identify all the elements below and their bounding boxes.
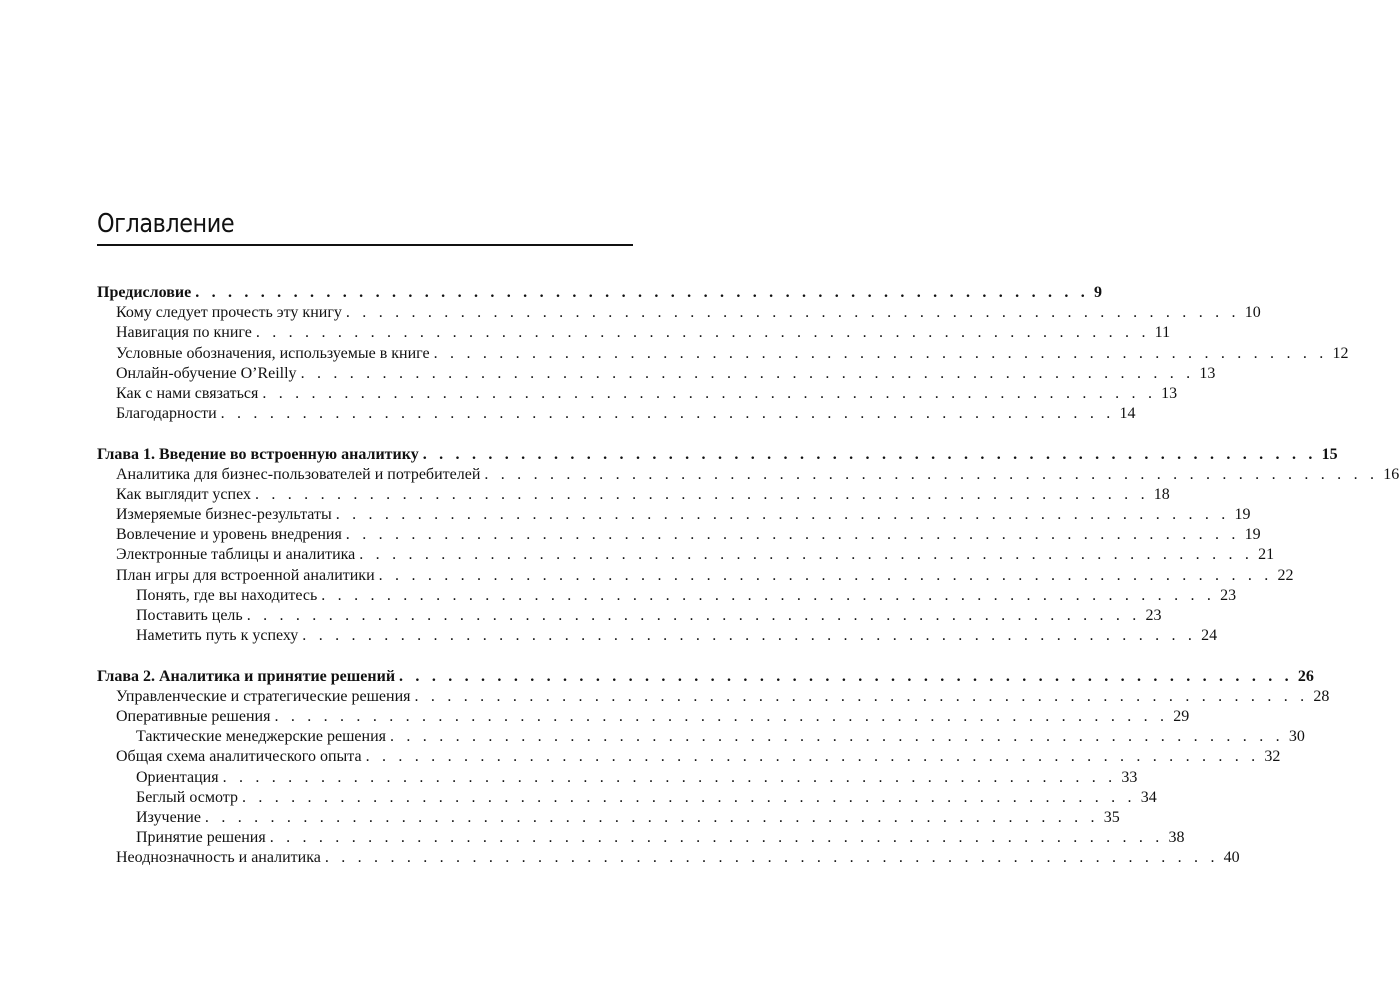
toc-page-number: 29	[1173, 707, 1190, 725]
toc-entry[interactable]	[97, 768, 1138, 788]
toc-page-number: 22	[1277, 566, 1294, 584]
toc-entry[interactable]	[97, 848, 1240, 868]
toc-page-number: 11	[1154, 324, 1171, 342]
toc-page-number: 23	[1220, 586, 1237, 604]
toc-entry-title: Аналитика для бизнес-пользователей и потребителей	[116, 465, 481, 483]
toc-page-number: 35	[1103, 808, 1120, 826]
toc-page-number: 28	[1313, 687, 1330, 705]
dot-leader: . . . . . . . . . . . . . . . . . . . . . . . . . . . . . . . . . . . . . . . . . . . . . . . . . . . . . . .	[378, 566, 1273, 584]
toc-page-number: 19	[1234, 506, 1251, 524]
toc-page-number: 30	[1288, 728, 1305, 746]
toc-entry-title: Изучение	[136, 808, 201, 826]
toc-page-number: 16	[1383, 465, 1399, 483]
toc-section	[97, 283, 1349, 424]
toc-page-number: 21	[1258, 546, 1275, 564]
toc-entry-title: Как с нами связаться	[116, 384, 259, 402]
dot-leader: . . . . . . . . . . . . . . . . . . . . . . . . . . . . . . . . . . . . . . . . . . . . . . . . . . . . . . .	[262, 384, 1157, 402]
toc-entry-title: Беглый осмотр	[136, 788, 238, 806]
toc-page-number: 14	[1119, 405, 1136, 423]
toc-entry-title: Электронные таблицы и аналитика	[116, 546, 356, 564]
toc-entry-title: Измеряемые бизнес-результаты	[116, 506, 332, 524]
dot-leader: . . . . . . . . . . . . . . . . . . . . . . . . . . . . . . . . . . . . . . . . . . . . . . . . . . . . . . .	[300, 364, 1195, 382]
toc-entry[interactable]	[97, 364, 1216, 384]
toc-section	[97, 445, 1399, 647]
dot-leader: . . . . . . . . . . . . . . . . . . . . . . . . . . . . . . . . . . . . . . . . . . . . . . . . . . . . . . .	[220, 405, 1115, 423]
toc-entry[interactable]	[97, 626, 1218, 646]
dot-leader: . . . . . . . . . . . . . . . . . . . . . . . . . . . . . . . . . . . . . . . . . . . . . . . . . . . . . . .	[365, 748, 1260, 766]
dot-leader: . . . . . . . . . . . . . . . . . . . . . . . . . . . . . . . . . . . . . . . . . . . . . . . . . . . . . . .	[324, 849, 1219, 867]
toc-page-number: 12	[1332, 344, 1349, 362]
table-of-contents	[97, 283, 1399, 889]
toc-entry[interactable]	[97, 606, 1162, 626]
toc-entry[interactable]	[97, 384, 1178, 404]
toc-page-number: 13	[1161, 384, 1178, 402]
toc-page-number: 18	[1153, 485, 1170, 503]
toc-page-number: 10	[1244, 304, 1261, 322]
toc-page-number: 15	[1321, 445, 1338, 463]
toc-entry[interactable]	[97, 586, 1237, 606]
toc-entry-title: Поставить цель	[136, 607, 243, 624]
dot-leader: . . . . . . . . . . . . . . . . . . . . . . . . . . . . . . . . . . . . . . . . . . . . . . . . . . . . . . .	[255, 324, 1150, 342]
title-divider	[97, 244, 633, 246]
toc-entry-title: Управленческие и стратегические решения	[116, 687, 411, 705]
dot-leader: . . . . . . . . . . . . . . . . . . . . . . . . . . . . . . . . . . . . . . . . . . . . . . . . . . . . . . .	[335, 506, 1230, 524]
toc-entry[interactable]	[97, 828, 1185, 848]
toc-entry-title: Как выглядит успех	[116, 485, 251, 503]
dot-leader: . . . . . . . . . . . . . . . . . . . . . . . . . . . . . . . . . . . . . . . . . . . . . . . . . . . . . . .	[433, 344, 1328, 362]
dot-leader: . . . . . . . . . . . . . . . . . . . . . . . . . . . . . . . . . . . . . . . . . . . . . . . . . . . . . . .	[422, 445, 1317, 463]
toc-entry[interactable]	[97, 485, 1170, 505]
dot-leader: . . . . . . . . . . . . . . . . . . . . . . . . . . . . . . . . . . . . . . . . . . . . . . . . . . . . . . .	[222, 768, 1117, 786]
dot-leader: . . . . . . . . . . . . . . . . . . . . . . . . . . . . . . . . . . . . . . . . . . . . . . . . . . . . . . .	[302, 627, 1197, 645]
toc-entry-title: План игры для встроенной аналитики	[116, 566, 375, 584]
dot-leader: . . . . . . . . . . . . . . . . . . . . . . . . . . . . . . . . . . . . . . . . . . . . . . . . . . . . . . .	[195, 284, 1089, 301]
dot-leader: . . . . . . . . . . . . . . . . . . . . . . . . . . . . . . . . . . . . . . . . . . . . . . . . . . . . . . .	[345, 304, 1240, 322]
dot-leader: . . . . . . . . . . . . . . . . . . . . . . . . . . . . . . . . . . . . . . . . . . . . . . . . . . . . . . .	[274, 707, 1169, 725]
toc-entry-title: Условные обозначения, используемые в книге	[116, 344, 430, 362]
toc-page-number: 26	[1297, 667, 1314, 685]
toc-entry-title: Ориентация	[136, 768, 219, 786]
toc-entry[interactable]	[97, 404, 1136, 424]
toc-page-number: 33	[1121, 768, 1138, 786]
toc-page-number: 40	[1223, 849, 1240, 867]
toc-entry-title: Наметить путь к успеху	[136, 627, 299, 645]
dot-leader: . . . . . . . . . . . . . . . . . . . . . . . . . . . . . . . . . . . . . . . . . . . . . . . . . . . . . . .	[399, 667, 1293, 685]
dot-leader: . . . . . . . . . . . . . . . . . . . . . . . . . . . . . . . . . . . . . . . . . . . . . . . . . . . . . . .	[204, 808, 1099, 826]
toc-section	[97, 667, 1330, 869]
toc-page-number: 13	[1199, 364, 1216, 382]
toc-chapter-entry[interactable]	[97, 445, 1338, 465]
toc-entry-title: Онлайн-обучение O’Reilly	[116, 364, 297, 382]
toc-entry[interactable]	[97, 303, 1261, 323]
toc-page-number: 9	[1094, 284, 1102, 301]
dot-leader: . . . . . . . . . . . . . . . . . . . . . . . . . . . . . . . . . . . . . . . . . . . . . . . . . . . . . . .	[414, 687, 1309, 705]
toc-entry[interactable]	[97, 465, 1399, 485]
toc-entry-title: Кому следует прочесть эту книгу	[116, 304, 342, 322]
dot-leader: . . . . . . . . . . . . . . . . . . . . . . . . . . . . . . . . . . . . . . . . . . . . . . . . . . . . . . .	[345, 526, 1240, 544]
toc-entry[interactable]	[97, 747, 1281, 767]
toc-entry[interactable]	[97, 687, 1330, 707]
dot-leader: . . . . . . . . . . . . . . . . . . . . . . . . . . . . . . . . . . . . . . . . . . . . . . . . . . . . . . .	[484, 465, 1379, 483]
dot-leader: . . . . . . . . . . . . . . . . . . . . . . . . . . . . . . . . . . . . . . . . . . . . . . . . . . . . . . .	[390, 728, 1284, 746]
toc-page-number: 34	[1140, 788, 1157, 806]
toc-entry[interactable]	[97, 727, 1305, 747]
dot-leader: . . . . . . . . . . . . . . . . . . . . . . . . . . . . . . . . . . . . . . . . . . . . . . . . . . . . . . .	[246, 607, 1141, 624]
toc-entry-title: Глава 2. Аналитика и принятие решений	[97, 667, 396, 685]
toc-entry-title: Вовлечение и уровень внедрения	[116, 526, 342, 544]
toc-entry[interactable]	[97, 525, 1261, 545]
page-title: Оглавление	[97, 209, 235, 239]
dot-leader: . . . . . . . . . . . . . . . . . . . . . . . . . . . . . . . . . . . . . . . . . . . . . . . . . . . . . . .	[241, 788, 1136, 806]
toc-entry-title: Понять, где вы находитесь	[136, 586, 318, 604]
toc-entry[interactable]	[97, 566, 1294, 586]
toc-entry-title: Оперативные решения	[116, 707, 271, 725]
dot-leader: . . . . . . . . . . . . . . . . . . . . . . . . . . . . . . . . . . . . . . . . . . . . . . . . . . . . . . .	[321, 586, 1216, 604]
toc-entry-title: Принятие решения	[136, 829, 266, 847]
toc-entry[interactable]	[97, 505, 1251, 525]
toc-entry-title: Предисловие	[97, 284, 192, 301]
toc-entry-title: Глава 1. Введение во встроенную аналитику	[97, 445, 419, 463]
toc-entry[interactable]	[97, 323, 1171, 343]
toc-entry[interactable]	[97, 808, 1120, 828]
toc-entry[interactable]	[97, 788, 1157, 808]
toc-page-number: 32	[1264, 748, 1281, 766]
toc-page-number: 38	[1168, 829, 1185, 847]
toc-page-number: 24	[1201, 627, 1218, 645]
dot-leader: . . . . . . . . . . . . . . . . . . . . . . . . . . . . . . . . . . . . . . . . . . . . . . . . . . . . . . .	[269, 829, 1164, 847]
dot-leader: . . . . . . . . . . . . . . . . . . . . . . . . . . . . . . . . . . . . . . . . . . . . . . . . . . . . . . .	[359, 546, 1254, 564]
toc-entry[interactable]	[97, 344, 1349, 364]
toc-entry[interactable]	[97, 707, 1190, 727]
toc-entry-title: Общая схема аналитического опыта	[116, 748, 362, 766]
toc-entry-title: Неоднозначность и аналитика	[116, 849, 321, 867]
toc-page-number: 19	[1244, 526, 1261, 544]
toc-chapter-entry[interactable]	[97, 667, 1314, 687]
toc-chapter-entry[interactable]	[97, 283, 1102, 303]
toc-entry[interactable]	[97, 545, 1275, 565]
toc-page-number: 23	[1145, 607, 1162, 624]
toc-entry-title: Навигация по книге	[116, 324, 252, 342]
dot-leader: . . . . . . . . . . . . . . . . . . . . . . . . . . . . . . . . . . . . . . . . . . . . . . . . . . . . . . .	[254, 485, 1149, 503]
toc-entry-title: Благодарности	[116, 405, 217, 423]
toc-entry-title: Тактические менеджерские решения	[136, 728, 386, 746]
